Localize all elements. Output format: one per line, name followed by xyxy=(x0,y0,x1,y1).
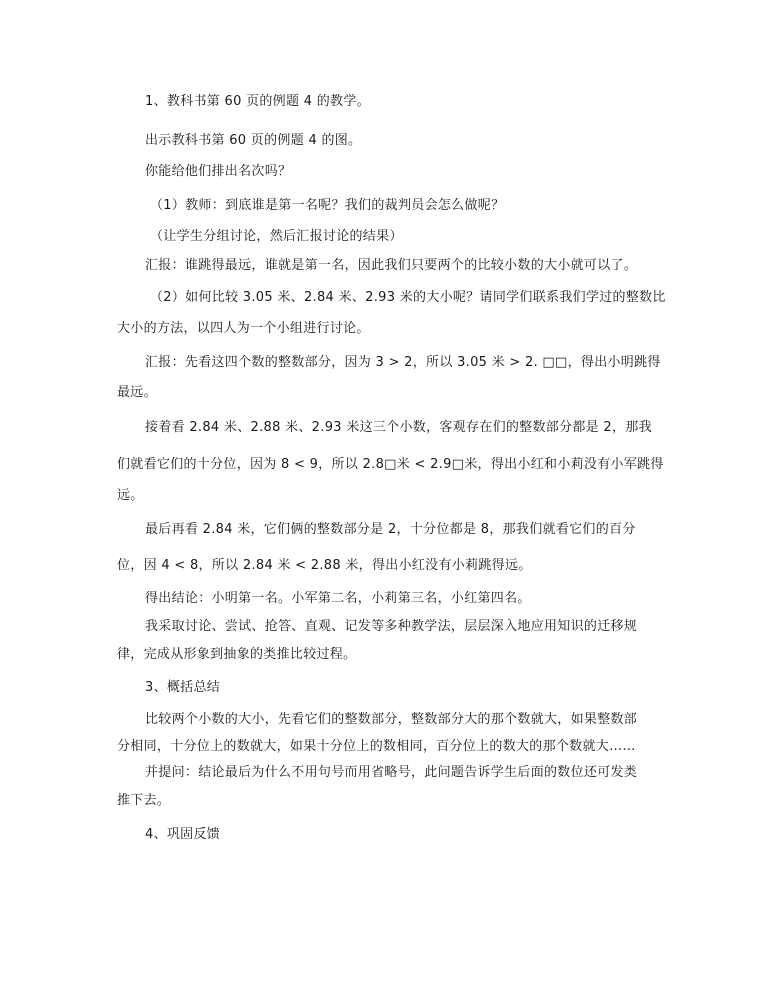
paragraph-line: 并提问：结论最后为什么不用句号而用省略号，此问题告诉学生后面的数位还可发类 xyxy=(145,765,638,780)
paragraph-line: 得出结论：小明第一名。小军第二名，小莉第三名，小红第四名。 xyxy=(145,591,531,606)
paragraph-line: 位，因 4 < 8，所以 2.84 米 < 2.88 米，得出小红没有小莉跳得远。 xyxy=(117,558,532,573)
paragraph-line: （让学生分组讨论，然后汇报讨论的结果） xyxy=(150,229,403,244)
paragraph-line: 你能给他们排出名次吗？ xyxy=(145,164,292,179)
section-heading-1: 1、教科书第 60 页的例题 4 的教学。 xyxy=(145,94,370,109)
paragraph-line: 汇报：先看这四个数的整数部分，因为 3 > 2，所以 3.05 米 > 2. □□，得出小明跳得 xyxy=(145,355,661,370)
paragraph-line: （2）如何比较 3.05 米、2.84 米、2.93 米的大小呢？请同学们联系我们学过的整数比 xyxy=(150,290,666,305)
paragraph-line: 接着看 2.84 米、2.88 米、2.93 米这三个小数，客观存在们的整数部分都是 2，那我 xyxy=(145,420,652,435)
paragraph-line: 我采取讨论、尝试、抢答、直观、记发等多种教学法，层层深入地应用知识的迁移规 xyxy=(145,619,638,634)
paragraph-line: 律，完成从形象到抽象的类推比较过程。 xyxy=(117,647,357,662)
paragraph-line: （1）教师：到底谁是第一名呢？我们的裁判员会怎么做呢？ xyxy=(150,198,505,213)
paragraph-line: 汇报：谁跳得最远，谁就是第一名，因此我们只要两个的比较小数的大小就可以了。 xyxy=(145,258,638,273)
paragraph-line: 们就看它们的十分位，因为 8 < 9，所以 2.8□米 < 2.9□米，得出小红和小莉没有小军跳得 xyxy=(117,457,664,472)
paragraph-line: 分相同，十分位上的数就大，如果十分位上的数相同，百分位上的数大的那个数就大…… xyxy=(117,739,636,754)
section-heading-3: 3、概括总结 xyxy=(145,680,221,695)
paragraph-line: 出示教科书第 60 页的例题 4 的图。 xyxy=(145,133,362,148)
paragraph-line: 大小的方法，以四人为一个小组进行讨论。 xyxy=(117,321,370,336)
paragraph-line: 比较两个小数的大小，先看它们的整数部分，整数部分大的那个数就大，如果整数部 xyxy=(145,712,638,727)
paragraph-line: 推下去。 xyxy=(117,793,171,808)
paragraph-line: 最后再看 2.84 米，它们俩的整数部分是 2，十分位都是 8，那我们就看它们的百分 xyxy=(145,522,636,537)
section-heading-4: 4、巩固反馈 xyxy=(145,827,221,842)
paragraph-line: 远。 xyxy=(117,488,144,503)
paragraph-line: 最远。 xyxy=(117,385,157,400)
